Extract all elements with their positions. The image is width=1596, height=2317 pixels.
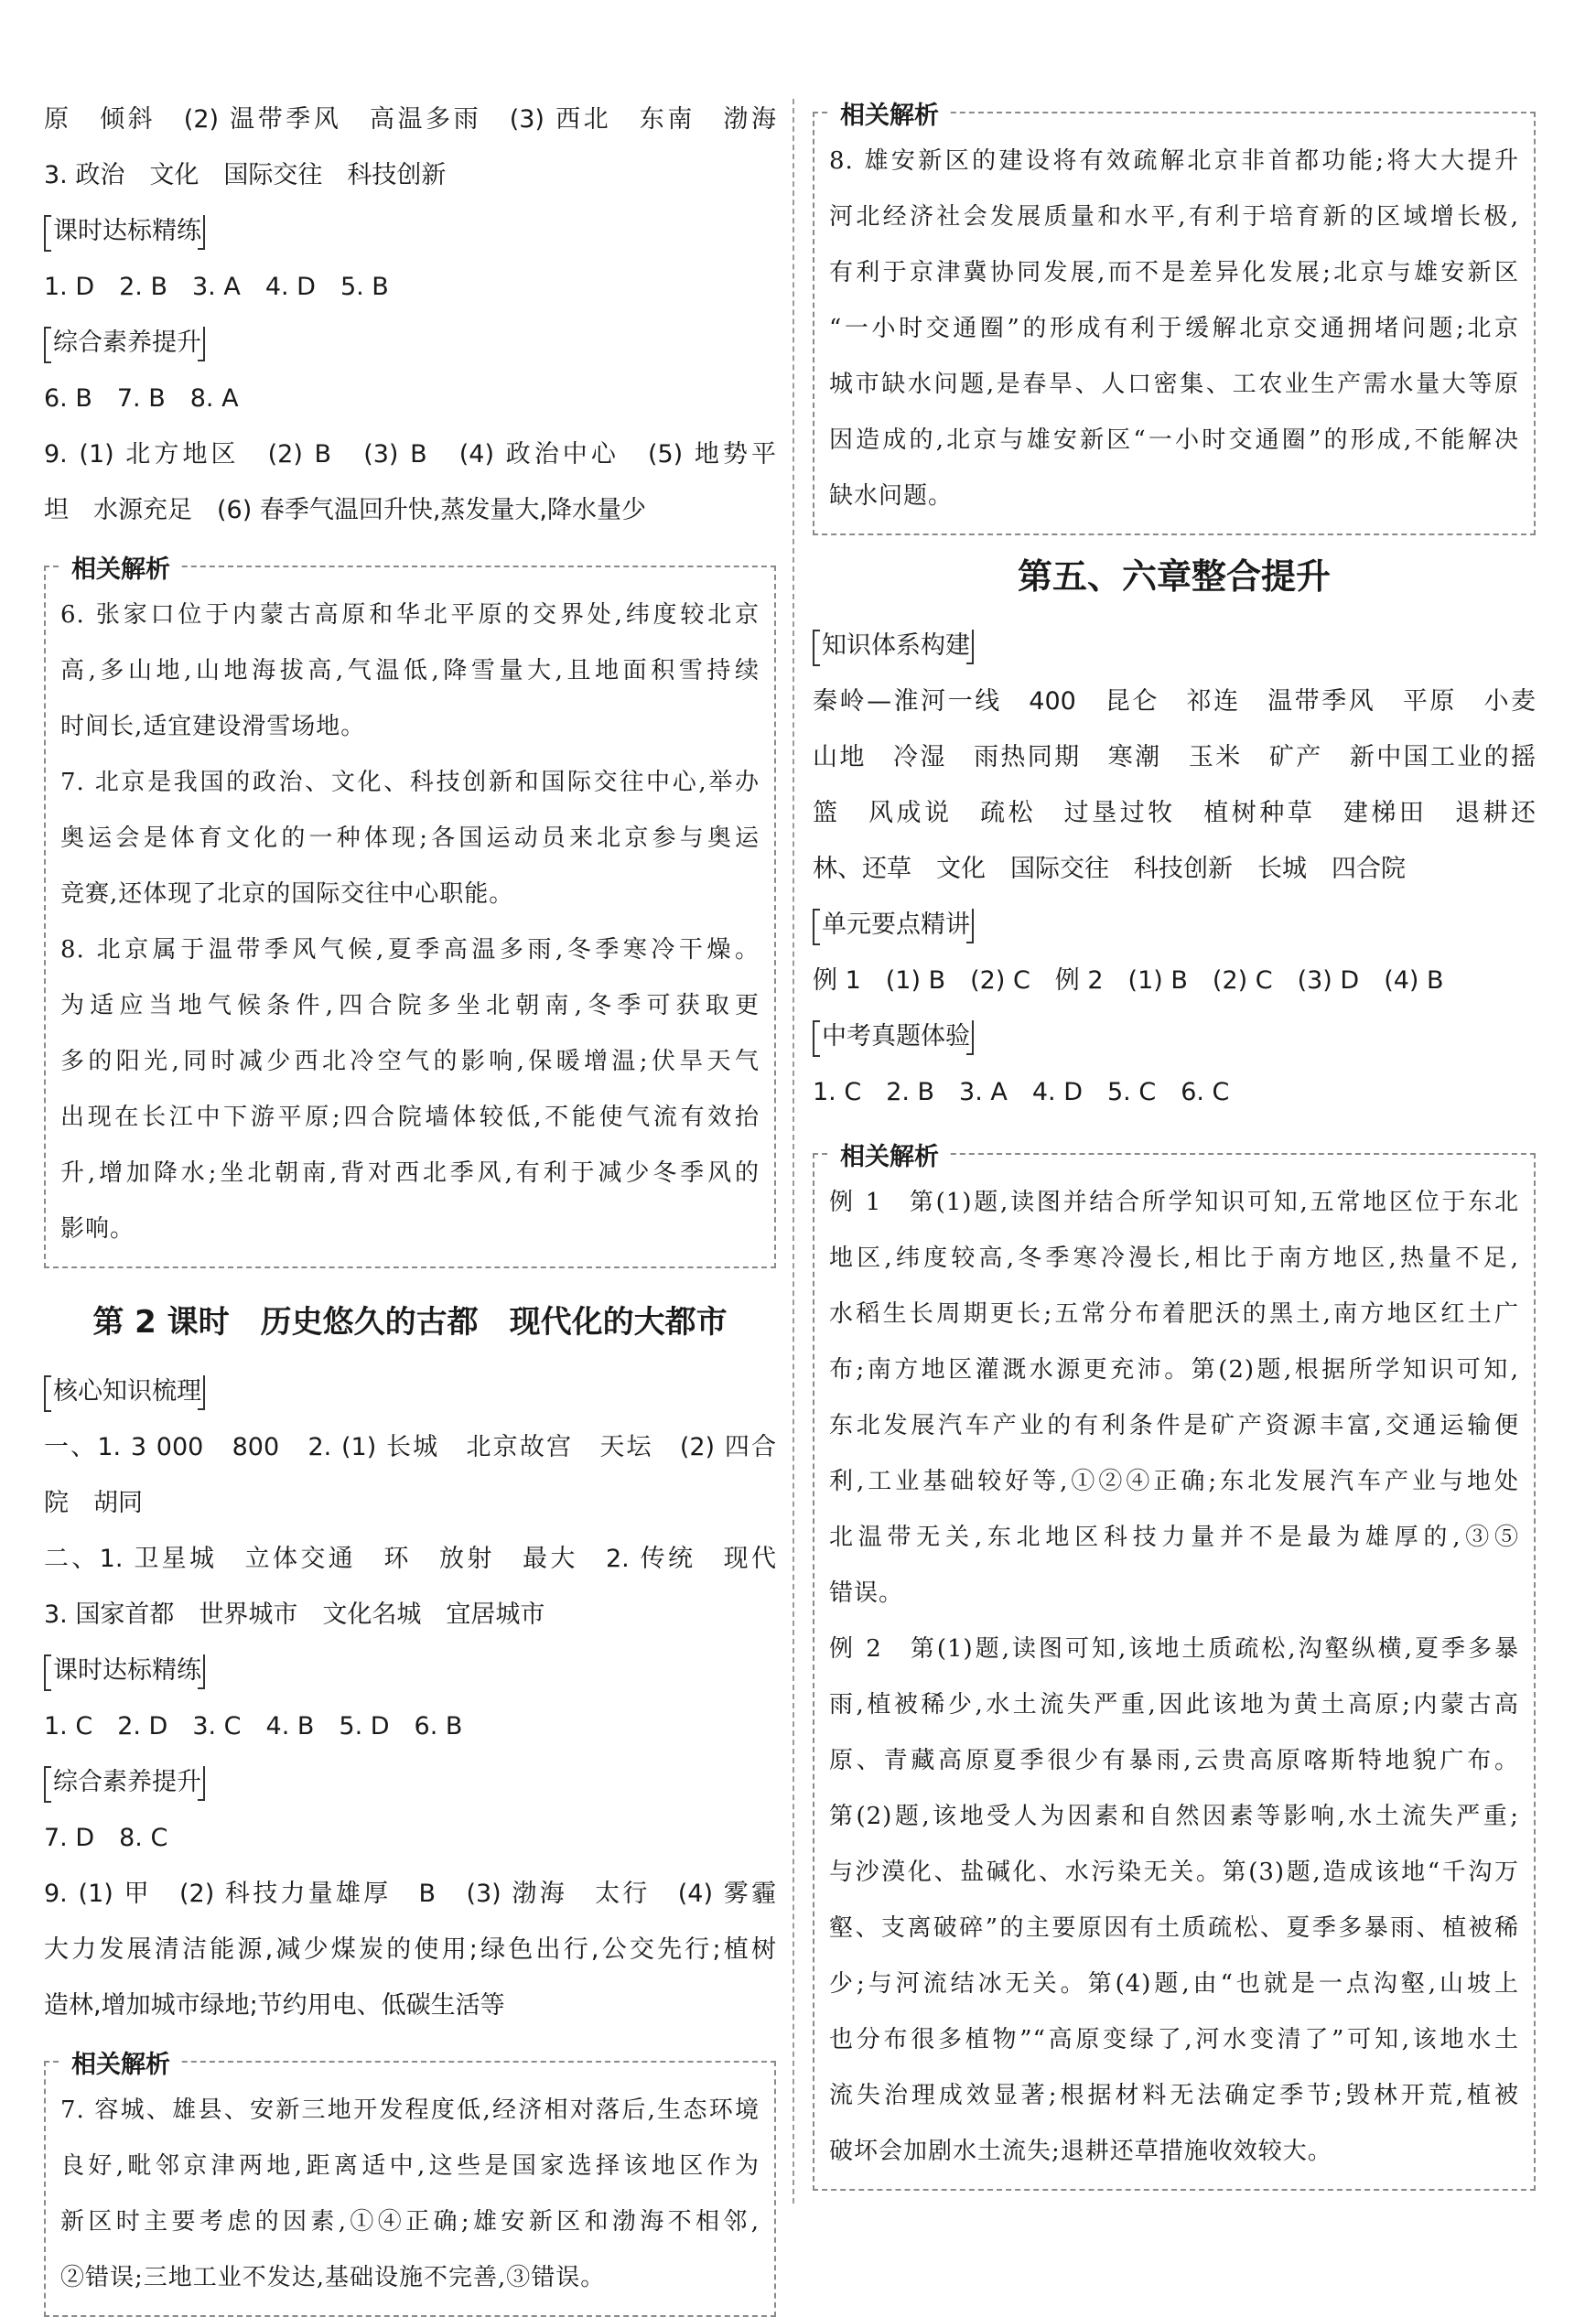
analysis-line: 与沙漠化、盐碱化、水污染无关。第(3)题,造成该地“千沟万 xyxy=(829,1859,1519,1886)
analysis-line: 例 2 第(1)题,读图可知,该地土质疏松,沟壑纵横,夏季多暴 xyxy=(829,1635,1519,1663)
right-column xyxy=(813,92,1536,2191)
analysis-line: 少;与河流结冰无关。第(4)题,由“也就是一点沟壑,山坡上 xyxy=(829,1970,1519,1998)
answer-line: 6. B 7. B 8. A xyxy=(44,384,239,413)
analysis-line: 6. 张家口位于内蒙古高原和华北平原的交界处,纬度较北京 xyxy=(60,601,760,629)
analysis-box xyxy=(44,555,776,1268)
answer-line: 3. 政治 文化 国际交往 科技创新 xyxy=(44,161,447,189)
analysis-line: 出现在长江中下游平原;四合院墙体较低,不能使气流有效抬 xyxy=(60,1104,760,1131)
analysis-line: 7. 容城、雄县、安新三地开发程度低,经济相对落后,生态环境 xyxy=(60,2096,760,2124)
analysis-title: 相关解析 xyxy=(831,95,948,131)
analysis-line: 多的阳光,同时减少西北冷空气的影响,保暖增温;伏旱天气 xyxy=(60,1048,760,1075)
analysis-line: 8. 雄安新区的建设将有效疏解北京非首都功能;将大大提升 xyxy=(829,147,1519,175)
answer-line: 1. D 2. B 3. A 4. D 5. B xyxy=(44,273,389,301)
answer-line: 林、还草 文化 国际交往 科技创新 长城 四合院 xyxy=(813,855,1406,883)
analysis-line: 高,多山地,山地海拔高,气温低,降雪量大,且地面积雪持续 xyxy=(60,657,760,684)
analysis-box xyxy=(813,102,1536,535)
analysis-line: 东北发展汽车产业的有利条件是矿产资源丰富,交通运输便 xyxy=(829,1412,1519,1439)
analysis-line: 良好,毗邻京津两地,距离适中,这些是国家选择该地区作为 xyxy=(60,2152,760,2180)
section-tag-core: 核心知识梳理 xyxy=(44,1375,205,1408)
analysis-line: 因造成的,北京与雄安新区“一小时交通圈”的形成,不能解决 xyxy=(829,426,1519,454)
analysis-line: 原、青藏高原夏季很少有暴雨,云贵高原喀斯特地貌广布。 xyxy=(829,1747,1519,1774)
analysis-box xyxy=(44,2051,776,2317)
analysis-line: 新区时主要考虑的因素,①④正确;雄安新区和渤海不相邻, xyxy=(60,2208,760,2236)
answer-line: 山地 冷湿 雨热同期 寒潮 玉米 矿产 新中国工业的摇 xyxy=(813,743,1536,771)
analysis-line: 也分布很多植物”“高原变绿了,河水变清了”可知,该地水土 xyxy=(829,2026,1519,2053)
section-tag-practice: 课时达标精练 xyxy=(44,215,205,248)
analysis-line: 第(2)题,该地受人为因素和自然因素等影响,水土流失严重; xyxy=(829,1803,1519,1830)
section-tag-improve: 综合素养提升 xyxy=(44,1766,205,1799)
column-divider xyxy=(793,99,794,2204)
analysis-line: “一小时交通圈”的形成有利于缓解北京交通拥堵问题;北京 xyxy=(829,315,1519,342)
analysis-line: 有利于京津冀协同发展,而不是差异化发展;北京与雄安新区 xyxy=(829,259,1519,286)
analysis-title: 相关解析 xyxy=(62,549,179,585)
analysis-line: 缺水问题。 xyxy=(829,482,954,510)
analysis-title: 相关解析 xyxy=(831,1137,948,1172)
answer-line: 3. 国家首都 世界城市 文化名城 宜居城市 xyxy=(44,1600,545,1629)
analysis-line: 影响。 xyxy=(60,1215,135,1243)
analysis-line: 时间长,适宜建设滑雪场地。 xyxy=(60,713,366,740)
section-tag-improve: 综合素养提升 xyxy=(44,327,205,360)
answer-line: 1. C 2. B 3. A 4. D 5. C 6. C xyxy=(813,1078,1230,1106)
section-tag-points: 单元要点精讲 xyxy=(813,909,974,942)
answer-line: 篮 风成说 疏松 过垦过牧 植树种草 建梯田 退耕还 xyxy=(813,799,1536,827)
answer-line: 二、1. 卫星城 立体交通 环 放射 最大 2. 传统 现代 xyxy=(44,1545,776,1573)
answer-line: 院 胡同 xyxy=(44,1489,143,1517)
section-tag-practice: 课时达标精练 xyxy=(44,1654,205,1687)
left-column xyxy=(44,92,776,2317)
answer-line: 7. D 8. C xyxy=(44,1824,168,1852)
analysis-title: 相关解析 xyxy=(62,2044,179,2080)
analysis-line: 布;南方地区灌溉水源更充沛。第(2)题,根据所学知识可知, xyxy=(829,1356,1519,1384)
answer-line: 例 1 (1) B (2) C 例 2 (1) B (2) C (3) D (4) B xyxy=(813,966,1444,995)
answer-line: 大力发展清洁能源,减少煤炭的使用;绿色出行,公交先行;植树 xyxy=(44,1935,776,1964)
analysis-line: ②错误;三地工业不发达,基础设施不完善,③错误。 xyxy=(60,2264,606,2291)
answer-line: 9. (1) 甲 (2) 科技力量雄厚 B (3) 渤海 太行 (4) 雾霾 xyxy=(44,1880,776,1908)
analysis-line: 奥运会是体育文化的一种体现;各国运动员来北京参与奥运 xyxy=(60,824,760,852)
analysis-line: 北温带无关,东北地区科技力量并不是最为雄厚的,③⑤ xyxy=(829,1524,1519,1551)
answer-line: 9. (1) 北方地区 (2) B (3) B (4) 政治中心 (5) 地势平 xyxy=(44,440,776,469)
analysis-line: 城市缺水问题,是春旱、人口密集、工农业生产需水量大等原 xyxy=(829,371,1519,398)
analysis-line: 7. 北京是我国的政治、文化、科技创新和国际交往中心,举办 xyxy=(60,769,760,796)
analysis-line: 错误。 xyxy=(829,1579,904,1607)
section-tag-system: 知识体系构建 xyxy=(813,630,974,663)
analysis-line: 利,工业基础较好等,①②④正确;东北发展汽车产业与地处 xyxy=(829,1468,1519,1495)
analysis-line: 流失治理成效显著;根据材料无法确定季节;毁林开荒,植被 xyxy=(829,2082,1519,2109)
chapter-title: 第五、六章整合提升 xyxy=(1017,555,1331,597)
answer-line: 一、1. 3 000 800 2. (1) 长城 北京故宫 天坛 (2) 四合 xyxy=(44,1433,776,1461)
section-tag-exam: 中考真题体验 xyxy=(813,1020,974,1053)
lesson-title: 第 2 课时 历史悠久的古都 现代化的大都市 xyxy=(92,1304,728,1341)
analysis-line: 水稻生长周期更长;五常分布着肥沃的黑土,南方地区红土广 xyxy=(829,1300,1519,1328)
analysis-line: 破坏会加剧水土流失;退耕还草措施收效较大。 xyxy=(829,2138,1332,2165)
analysis-box xyxy=(813,1143,1536,2191)
answer-line: 造林,增加城市绿地;节约用电、低碳生活等 xyxy=(44,1991,505,2020)
analysis-line: 8. 北京属于温带季风气候,夏季高温多雨,冬季寒冷干燥。 xyxy=(60,936,760,964)
answer-line: 原 倾斜 (2) 温带季风 高温多雨 (3) 西北 东南 渤海 xyxy=(44,105,776,134)
answer-line: 1. C 2. D 3. C 4. B 5. D 6. B xyxy=(44,1712,463,1740)
analysis-line: 雨,植被稀少,水土流失严重,因此该地为黄土高原;内蒙古高 xyxy=(829,1691,1519,1719)
analysis-line: 为适应当地气候条件,四合院多坐北朝南,冬季可获取更 xyxy=(60,992,760,1019)
analysis-line: 河北经济社会发展质量和水平,有利于培育新的区域增长极, xyxy=(829,203,1519,231)
analysis-line: 例 1 第(1)题,读图并结合所学知识可知,五常地区位于东北 xyxy=(829,1189,1519,1216)
analysis-line: 升,增加降水;坐北朝南,背对西北季风,有利于减少冬季风的 xyxy=(60,1159,760,1187)
answer-line: 坦 水源充足 (6) 春季气温回升快,蒸发量大,降水量少 xyxy=(44,496,646,524)
answer-line: 秦岭—淮河一线 400 昆仑 祁连 温带季风 平原 小麦 xyxy=(813,687,1536,716)
analysis-line: 竞赛,还体现了北京的国际交往中心职能。 xyxy=(60,880,514,908)
analysis-line: 壑、支离破碎”的主要原因有土质疏松、夏季多暴雨、植被稀 xyxy=(829,1914,1519,1942)
analysis-line: 地区,纬度较高,冬季寒冷漫长,相比于南方地区,热量不足, xyxy=(829,1245,1519,1272)
